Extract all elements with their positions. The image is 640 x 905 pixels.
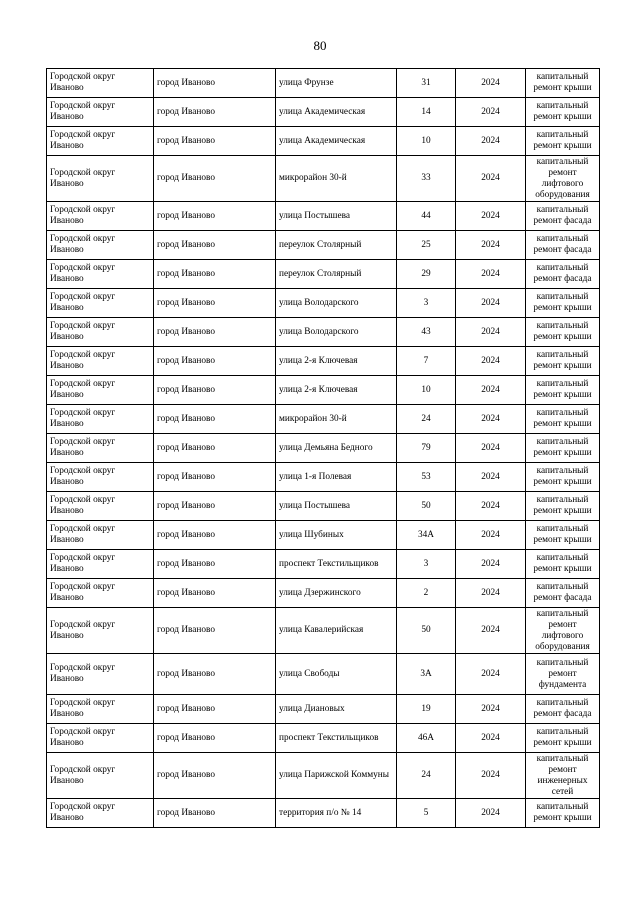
okrug-cell: Городской округ Иваново: [47, 654, 154, 695]
street-cell: переулок Столярный: [276, 260, 397, 289]
city-cell: город Иваново: [154, 289, 276, 318]
street-cell: улица Академическая: [276, 127, 397, 156]
okrug-cell: Городской округ Иваново: [47, 347, 154, 376]
okrug-cell: Городской округ Иваново: [47, 260, 154, 289]
work-type-cell: капитальный ремонт лифтового оборудования: [526, 608, 600, 654]
street-cell: улица 2-я Ключевая: [276, 347, 397, 376]
okrug-cell: Городской округ Иваново: [47, 579, 154, 608]
city-cell: город Иваново: [154, 202, 276, 231]
city-cell: город Иваново: [154, 318, 276, 347]
street-cell: улица Постышева: [276, 492, 397, 521]
table-row: [47, 231, 600, 260]
house-number-cell: 24: [397, 753, 456, 799]
page-number: 80: [313, 38, 327, 53]
city-cell: город Иваново: [154, 156, 276, 202]
okrug-cell: Городской округ Иваново: [47, 521, 154, 550]
table-row: [47, 434, 600, 463]
house-number-cell: 10: [397, 376, 456, 405]
city-cell: город Иваново: [154, 753, 276, 799]
okrug-cell: Городской округ Иваново: [47, 550, 154, 579]
year-cell: 2024: [456, 550, 526, 579]
year-cell: 2024: [456, 753, 526, 799]
work-type-cell: капитальный ремонт фасада: [526, 579, 600, 608]
year-cell: 2024: [456, 156, 526, 202]
repair-registry-table: [46, 68, 600, 828]
year-cell: 2024: [456, 463, 526, 492]
work-type-cell: капитальный ремонт крыши: [526, 521, 600, 550]
house-number-cell: 7: [397, 347, 456, 376]
work-type-cell: капитальный ремонт фасада: [526, 202, 600, 231]
street-cell: микрорайон 30-й: [276, 405, 397, 434]
table-body: [47, 69, 600, 828]
work-type-cell: капитальный ремонт инженерных сетей: [526, 753, 600, 799]
year-cell: 2024: [456, 799, 526, 828]
city-cell: город Иваново: [154, 69, 276, 98]
street-cell: улица Парижской Коммуны: [276, 753, 397, 799]
okrug-cell: Городской округ Иваново: [47, 376, 154, 405]
table-row: [47, 376, 600, 405]
year-cell: 2024: [456, 492, 526, 521]
table-row: [47, 799, 600, 828]
house-number-cell: 3А: [397, 654, 456, 695]
street-cell: улица Диановых: [276, 695, 397, 724]
table-row: [47, 156, 600, 202]
year-cell: 2024: [456, 231, 526, 260]
house-number-cell: 46А: [397, 724, 456, 753]
city-cell: город Иваново: [154, 376, 276, 405]
work-type-cell: капитальный ремонт крыши: [526, 492, 600, 521]
work-type-cell: капитальный ремонт фасада: [526, 695, 600, 724]
work-type-cell: капитальный ремонт лифтового оборудования: [526, 156, 600, 202]
city-cell: город Иваново: [154, 799, 276, 828]
street-cell: проспект Текстильщиков: [276, 550, 397, 579]
table-row: [47, 654, 600, 695]
okrug-cell: Городской округ Иваново: [47, 98, 154, 127]
okrug-cell: Городской округ Иваново: [47, 202, 154, 231]
street-cell: улица Шубиных: [276, 521, 397, 550]
city-cell: город Иваново: [154, 654, 276, 695]
street-cell: проспект Текстильщиков: [276, 724, 397, 753]
house-number-cell: 44: [397, 202, 456, 231]
work-type-cell: капитальный ремонт крыши: [526, 69, 600, 98]
okrug-cell: Городской округ Иваново: [47, 69, 154, 98]
okrug-cell: Городской округ Иваново: [47, 156, 154, 202]
year-cell: 2024: [456, 608, 526, 654]
house-number-cell: 14: [397, 98, 456, 127]
city-cell: город Иваново: [154, 724, 276, 753]
year-cell: 2024: [456, 376, 526, 405]
house-number-cell: 33: [397, 156, 456, 202]
year-cell: 2024: [456, 69, 526, 98]
year-cell: 2024: [456, 260, 526, 289]
table-row: [47, 405, 600, 434]
house-number-cell: 50: [397, 608, 456, 654]
city-cell: город Иваново: [154, 463, 276, 492]
city-cell: город Иваново: [154, 405, 276, 434]
street-cell: переулок Столярный: [276, 231, 397, 260]
street-cell: улица Постышева: [276, 202, 397, 231]
work-type-cell: капитальный ремонт крыши: [526, 347, 600, 376]
city-cell: город Иваново: [154, 521, 276, 550]
okrug-cell: Городской округ Иваново: [47, 724, 154, 753]
work-type-cell: капитальный ремонт фасада: [526, 231, 600, 260]
year-cell: 2024: [456, 289, 526, 318]
city-cell: город Иваново: [154, 492, 276, 521]
year-cell: 2024: [456, 347, 526, 376]
table-row: [47, 608, 600, 654]
house-number-cell: 25: [397, 231, 456, 260]
table-row: [47, 579, 600, 608]
street-cell: улица Свободы: [276, 654, 397, 695]
house-number-cell: 10: [397, 127, 456, 156]
year-cell: 2024: [456, 202, 526, 231]
okrug-cell: Городской округ Иваново: [47, 405, 154, 434]
okrug-cell: Городской округ Иваново: [47, 608, 154, 654]
okrug-cell: Городской округ Иваново: [47, 463, 154, 492]
table-row: [47, 521, 600, 550]
city-cell: город Иваново: [154, 550, 276, 579]
year-cell: 2024: [456, 98, 526, 127]
okrug-cell: Городской округ Иваново: [47, 695, 154, 724]
city-cell: город Иваново: [154, 347, 276, 376]
house-number-cell: 53: [397, 463, 456, 492]
house-number-cell: 34А: [397, 521, 456, 550]
house-number-cell: 3: [397, 550, 456, 579]
year-cell: 2024: [456, 434, 526, 463]
work-type-cell: капитальный ремонт крыши: [526, 724, 600, 753]
street-cell: улица Академическая: [276, 98, 397, 127]
table-row: [47, 550, 600, 579]
house-number-cell: 5: [397, 799, 456, 828]
table-row: [47, 127, 600, 156]
table-row: [47, 347, 600, 376]
house-number-cell: 50: [397, 492, 456, 521]
work-type-cell: капитальный ремонт крыши: [526, 289, 600, 318]
okrug-cell: Городской округ Иваново: [47, 492, 154, 521]
city-cell: город Иваново: [154, 579, 276, 608]
house-number-cell: 31: [397, 69, 456, 98]
table-row: [47, 463, 600, 492]
okrug-cell: Городской округ Иваново: [47, 289, 154, 318]
street-cell: территория п/о № 14: [276, 799, 397, 828]
work-type-cell: капитальный ремонт крыши: [526, 434, 600, 463]
okrug-cell: Городской округ Иваново: [47, 799, 154, 828]
table-row: [47, 492, 600, 521]
house-number-cell: 19: [397, 695, 456, 724]
okrug-cell: Городской округ Иваново: [47, 127, 154, 156]
year-cell: 2024: [456, 579, 526, 608]
city-cell: город Иваново: [154, 98, 276, 127]
okrug-cell: Городской округ Иваново: [47, 753, 154, 799]
work-type-cell: капитальный ремонт крыши: [526, 799, 600, 828]
street-cell: улица Володарского: [276, 289, 397, 318]
okrug-cell: Городской округ Иваново: [47, 231, 154, 260]
year-cell: 2024: [456, 405, 526, 434]
table-row: [47, 753, 600, 799]
table-row: [47, 69, 600, 98]
year-cell: 2024: [456, 521, 526, 550]
city-cell: город Иваново: [154, 695, 276, 724]
work-type-cell: капитальный ремонт крыши: [526, 318, 600, 347]
city-cell: город Иваново: [154, 260, 276, 289]
city-cell: город Иваново: [154, 434, 276, 463]
house-number-cell: 79: [397, 434, 456, 463]
year-cell: 2024: [456, 127, 526, 156]
house-number-cell: 2: [397, 579, 456, 608]
street-cell: улица Кавалерийская: [276, 608, 397, 654]
table-row: [47, 260, 600, 289]
year-cell: 2024: [456, 654, 526, 695]
work-type-cell: капитальный ремонт фундамента: [526, 654, 600, 695]
work-type-cell: капитальный ремонт крыши: [526, 405, 600, 434]
street-cell: улица Демьяна Бедного: [276, 434, 397, 463]
street-cell: улица Дзержинского: [276, 579, 397, 608]
okrug-cell: Городской округ Иваново: [47, 434, 154, 463]
city-cell: город Иваново: [154, 608, 276, 654]
work-type-cell: капитальный ремонт крыши: [526, 463, 600, 492]
okrug-cell: Городской округ Иваново: [47, 318, 154, 347]
work-type-cell: капитальный ремонт крыши: [526, 98, 600, 127]
house-number-cell: 43: [397, 318, 456, 347]
year-cell: 2024: [456, 724, 526, 753]
street-cell: улица 2-я Ключевая: [276, 376, 397, 405]
street-cell: микрорайон 30-й: [276, 156, 397, 202]
table-row: [47, 98, 600, 127]
street-cell: улица Фрунзе: [276, 69, 397, 98]
work-type-cell: капитальный ремонт фасада: [526, 260, 600, 289]
city-cell: город Иваново: [154, 127, 276, 156]
city-cell: город Иваново: [154, 231, 276, 260]
house-number-cell: 3: [397, 289, 456, 318]
table-row: [47, 695, 600, 724]
year-cell: 2024: [456, 695, 526, 724]
house-number-cell: 29: [397, 260, 456, 289]
work-type-cell: капитальный ремонт крыши: [526, 376, 600, 405]
table-row: [47, 318, 600, 347]
table-row: [47, 289, 600, 318]
table-row: [47, 202, 600, 231]
table-row: [47, 724, 600, 753]
work-type-cell: капитальный ремонт крыши: [526, 550, 600, 579]
year-cell: 2024: [456, 318, 526, 347]
work-type-cell: капитальный ремонт крыши: [526, 127, 600, 156]
house-number-cell: 24: [397, 405, 456, 434]
street-cell: улица Володарского: [276, 318, 397, 347]
street-cell: улица 1-я Полевая: [276, 463, 397, 492]
